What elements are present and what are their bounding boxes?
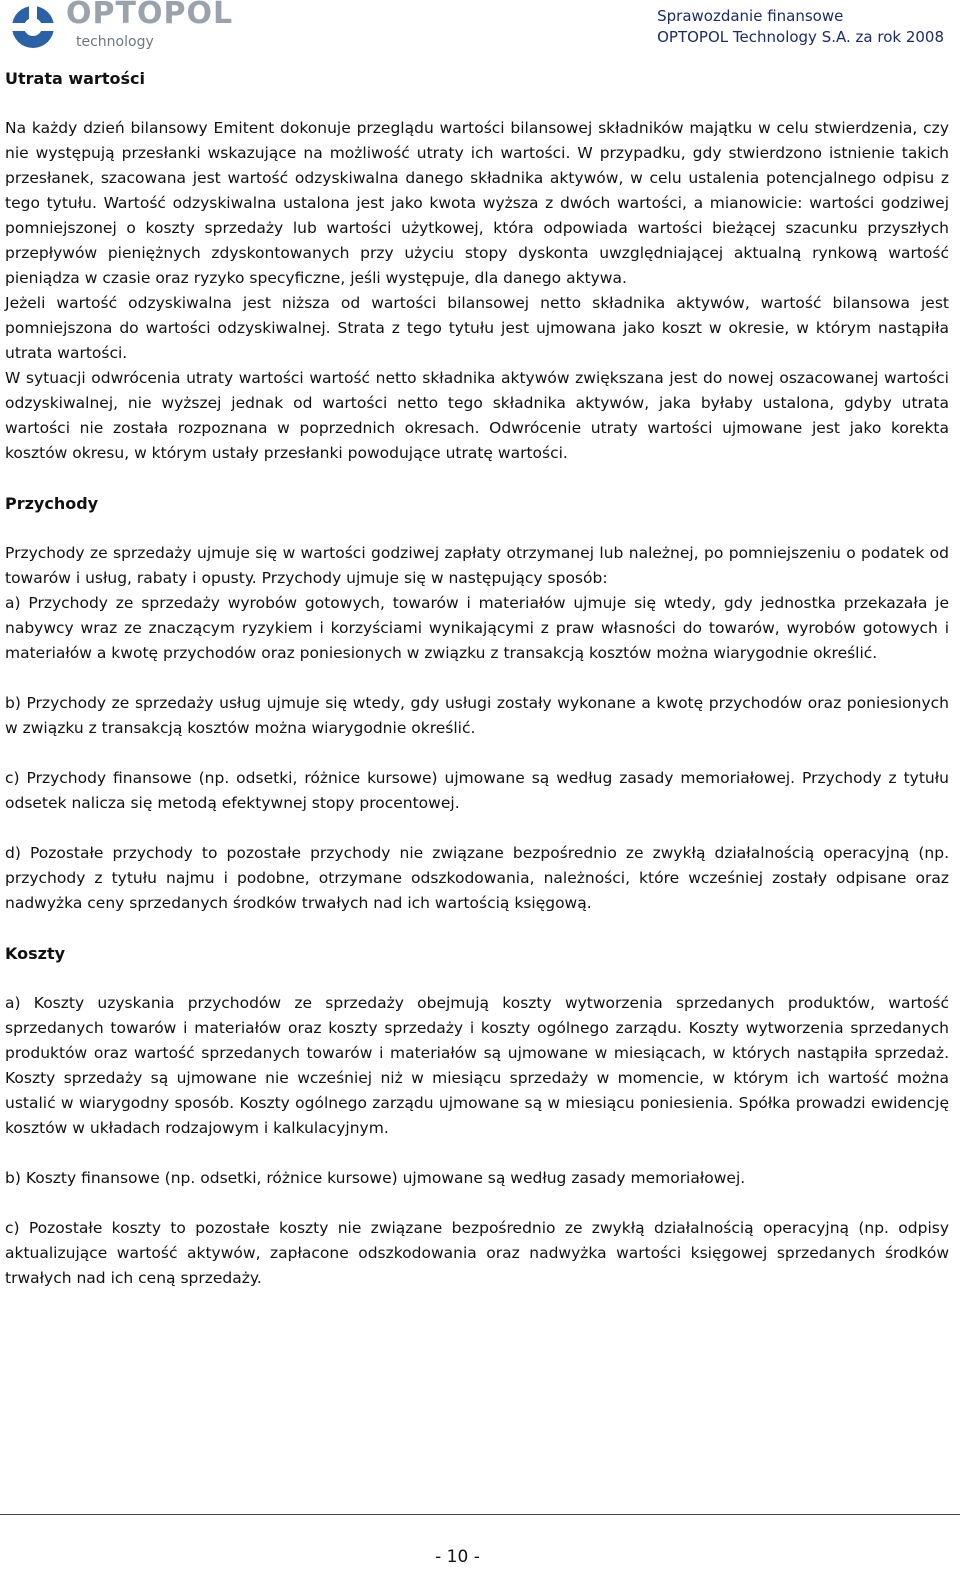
page-header [0, 0, 960, 60]
spacer [5, 516, 949, 541]
spacer [5, 966, 949, 991]
spacer [5, 1191, 949, 1216]
paragraph: Jeżeli wartość odzyskiwalna jest niższa od wartości bilansowej netto składnika aktywów, wartość bilansowa jest pomniejszona do wartości odzyskiwalnej. Strata z tego tytułu jest ujmowana jako koszt w okresie, w którym nastąpiła utrata wartości. [5, 294, 949, 362]
list-item: b) Przychody ze sprzedaży usług ujmuje się wtedy, gdy usługi zostały wykonane a kwotę przychodów oraz poniesionych w związku z transakcją kosztów można wiarygodnie określić. [5, 694, 949, 737]
company-logo [8, 2, 238, 54]
header-line-1: Sprawozdanie finansowe [657, 7, 844, 25]
spacer [5, 1141, 949, 1166]
list-item: c) Pozostałe koszty to pozostałe koszty nie związane bezpośrednio ze zwykłą działalnością operacyjną (np. odpisy aktualizujące wartość aktywów, zapłacone odszkodowania oraz nadwyżka wartości księgowej sprzedanych środków trwałych nad ich ceną sprzedaży. [5, 1219, 949, 1287]
paragraph: Przychody ze sprzedaży ujmuje się w wartości godziwej zapłaty otrzymanej lub należnej, po pomniejszeniu o podatek od towarów i usług, rabaty i opusty. Przychody ujmuje się w następujący sposób: [5, 544, 949, 587]
spacer [5, 741, 949, 766]
spacer [5, 816, 949, 841]
paragraph: W sytuacji odwrócenia utraty wartości wartość netto składnika aktywów zwiększana jest do nowej oszacowanej wartości odzyskiwalnej, nie wyższej jednak od wartości netto tego składnika aktywów, jaka byłaby ustalona, gdyby utrata wartości nie została rozpoznana w poprzednich okresach. Odwrócenie utraty wartości ujmowane jest jako korekta kosztów okresu, w którym ustały przesłanki powodujące utratę wartości. [5, 369, 949, 462]
logo-subtitle: technology [76, 34, 154, 50]
list-item: a) Przychody ze sprzedaży wyrobów gotowych, towarów i materiałów ujmuje się wtedy, gdy jednostka przekazała je nabywcy wraz ze znaczącym ryzykiem i korzyściami wynikającymi z praw własności do towarów, wyrobów gotowych i materiałów a kwotę przychodów oraz poniesionych w związku z transakcją kosztów można wiarygodnie określić. [5, 594, 949, 662]
spacer [5, 666, 949, 691]
document-body [5, 66, 949, 1291]
section-title-costs: Koszty [5, 944, 66, 963]
spacer [5, 91, 949, 116]
logo-word: OPTOPOL [66, 0, 234, 31]
list-item: c) Przychody finansowe (np. odsetki, różnice kursowe) ujmowane są według zasady memoriałowej. Przychody z tytułu odsetek nalicza się metodą efektywnej stopy procentowej. [5, 769, 949, 812]
spacer [5, 916, 949, 941]
footer-divider [0, 1514, 960, 1515]
list-item: d) Pozostałe przychody to pozostałe przychody nie związane bezpośrednio ze zwykłą działalnością operacyjną (np. przychody z tytułu najmu i podobne, otrzymane odszkodowania, należności, które wcześniej zostały odpisane oraz nadwyżka ceny sprzedanych środków trwałych nad ich wartością księgową. [5, 844, 949, 912]
list-item: b) Koszty finansowe (np. odsetki, różnice kursowe) ujmowane są według zasady memoriałowej. [5, 1169, 746, 1187]
list-item: a) Koszty uzyskania przychodów ze sprzedaży obejmują koszty wytworzenia sprzedanych produktów, wartość sprzedanych towarów i materiałów oraz koszty sprzedaży i koszty ogólnego zarządu. Koszty wytworzenia sprzedanych produktów oraz wartość sprzedanych towarów i materiałów są ujmowane w miesiącach, w których nastąpiła sprzedaż. Koszty sprzedaży są ujmowane nie wcześniej niż w miesiącu sprzedaży w momencie, w którym ich wartość można ustalić w wiarygodny sposób. Koszty ogólnego zarządu ujmowane są w miesiącu poniesienia. Spółka prowadzi ewidencję kosztów w układach rodzajowym i kalkulacyjnym. [5, 994, 949, 1137]
paragraph: Na każdy dzień bilansowy Emitent dokonuje przeglądu wartości bilansowej składników majątku w celu stwierdzenia, czy nie występują przesłanki wskazujące na możliwość utraty ich wartości. W przypadku, gdy stwierdzono istnienie takich przesłanek, szacowana jest wartość odzyskiwalna danego składnika aktywów, w celu ustalenia potencjalnego odpisu z tego tytułu. Wartość odzyskiwalna ustalona jest jako kwota wyższa z dwóch wartości, a mianowicie: wartości godziwej pomniejszonej o koszty sprzedaży lub wartości użytkowej, która odpowiada wartości bieżącej szacunku przyszłych przepływów pieniężnych zdyskontowanych przy użyciu stopy dyskonta uwzględniającej aktualną rynkową wartość pieniądza w czasie oraz ryzyko specyficzne, jeśli występuje, dla danego aktywa. [5, 119, 949, 287]
logo-mark-icon [8, 2, 60, 52]
spacer [5, 466, 949, 491]
section-title-impairment: Utrata wartości [5, 69, 145, 88]
header-line-2: OPTOPOL Technology S.A. za rok 2008 [657, 28, 944, 46]
header-report-title [657, 6, 944, 48]
section-title-revenue: Przychody [5, 494, 99, 513]
page-number: - 10 - [435, 1547, 480, 1567]
